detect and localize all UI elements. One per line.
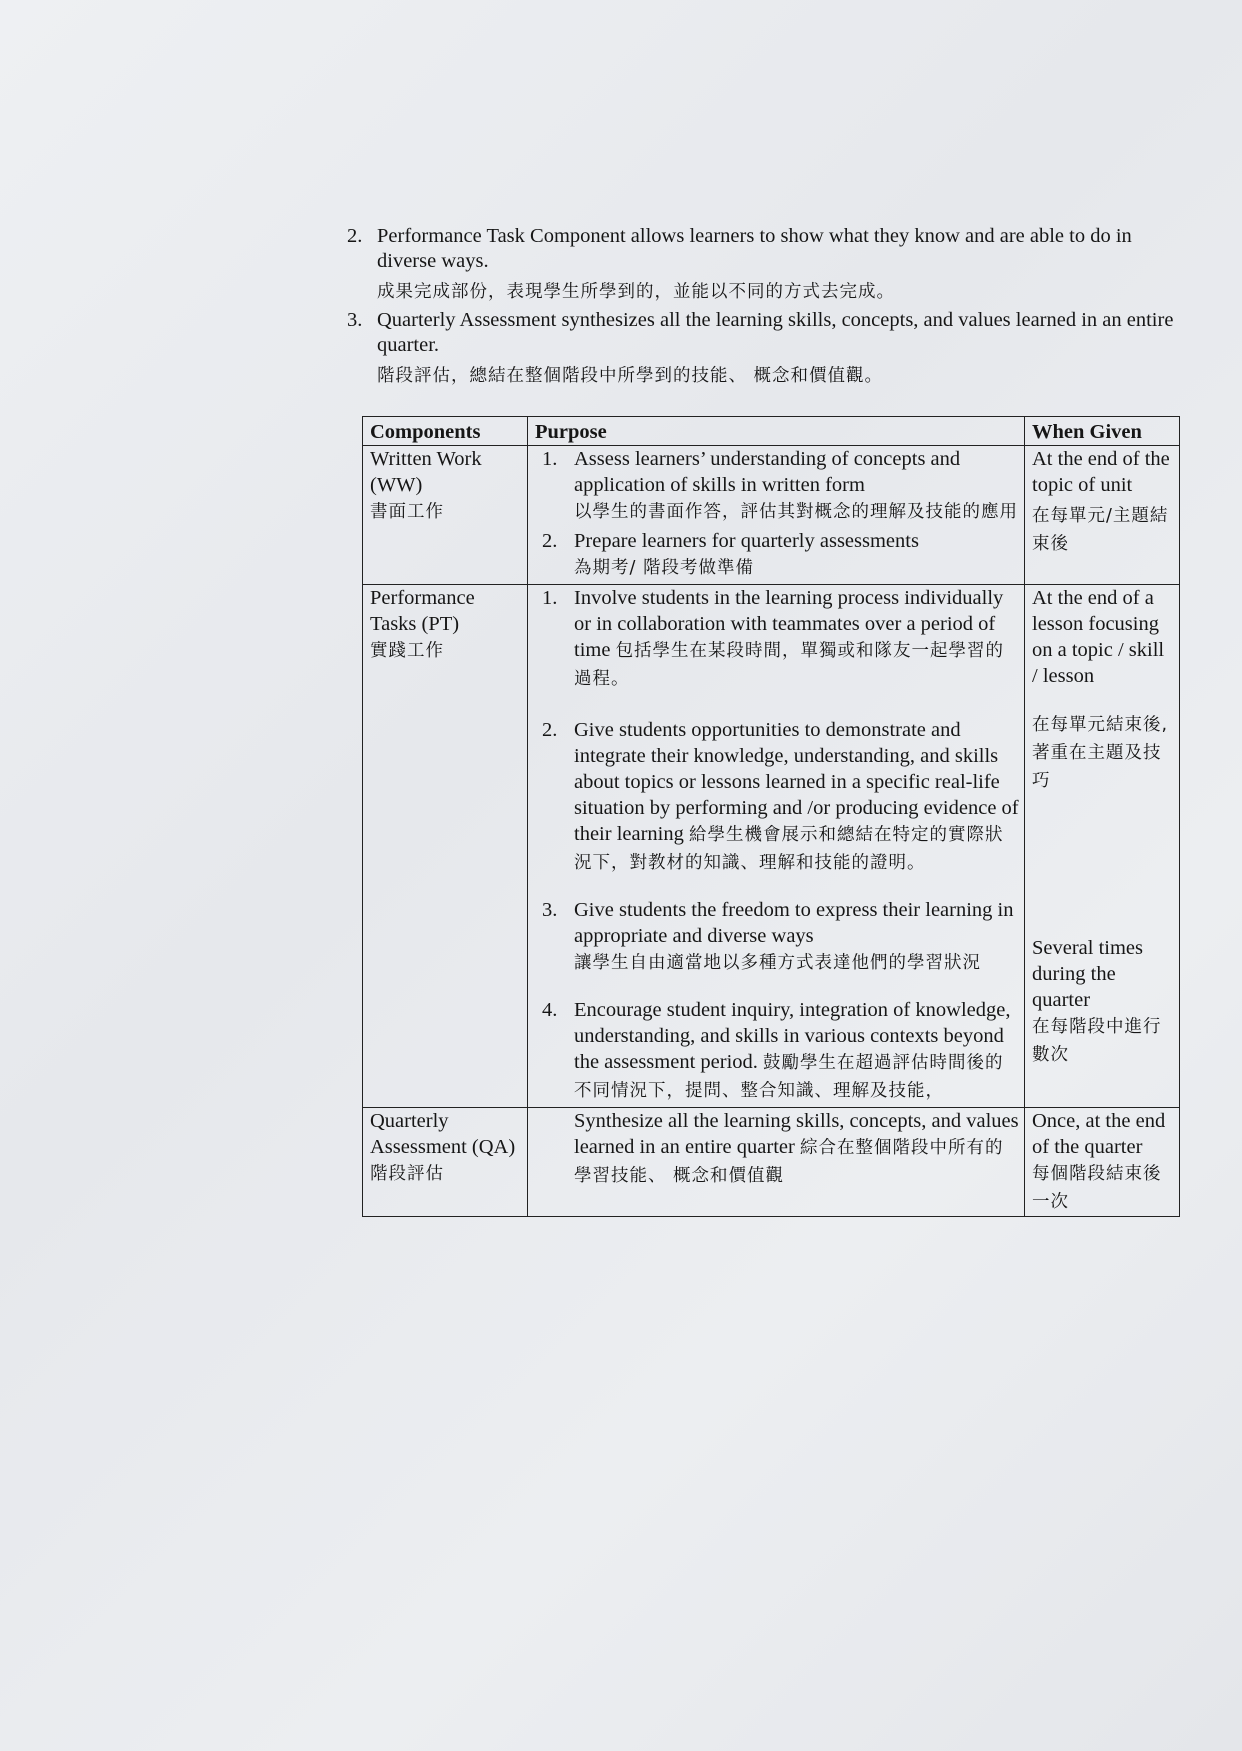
purpose-item <box>534 717 1020 897</box>
when-given-text: At the end of the topic of unit <box>1032 448 1170 496</box>
purpose-item <box>534 1108 1020 1190</box>
purpose-item <box>534 528 1020 584</box>
list-item <box>345 308 1185 390</box>
purpose-text-zh: 以學生的書面作答，評估其對概念的理解及技能的應用 <box>574 502 1018 522</box>
purpose-number: 3. <box>542 899 558 921</box>
when-given-cell <box>1025 446 1180 585</box>
purpose-item <box>534 585 1020 717</box>
list-item <box>345 224 1185 306</box>
purpose-cell <box>528 1108 1025 1217</box>
purpose-text: Synthesize all the learning skills, concepts, and values learned in an entire quarter <box>574 1110 1019 1158</box>
component-cell <box>363 1108 528 1217</box>
purpose-item <box>534 897 1020 997</box>
table-row <box>363 1108 1180 1217</box>
purpose-item <box>534 997 1020 1107</box>
when-given-text-zh: 在每單元/主題結束後 <box>1032 506 1169 554</box>
purpose-cell <box>528 446 1025 585</box>
purpose-text: Assess learners’ understanding of concepts and application of skills in written form <box>574 448 961 496</box>
list-item-translation: 成果完成部份，表現學生所學到的，並能以不同的方式去完成。 <box>377 282 895 302</box>
component-name: Written Work (WW) <box>370 448 482 496</box>
list-item-translation: 階段評估，總結在整個階段中所學到的技能、 概念和價值觀。 <box>377 366 884 386</box>
purpose-text-zh: 包括學生在某段時間，單獨或和隊友一起學習的過程。 <box>574 641 1005 689</box>
when-given-text-zh: 每個階段結束後一次 <box>1032 1164 1162 1212</box>
purpose-number: 2. <box>542 719 558 741</box>
when-given-text-zh: 在每階段中進行數次 <box>1032 1017 1162 1065</box>
table-row <box>363 585 1180 1108</box>
purpose-item <box>534 446 1020 528</box>
component-name: Quarterly Assessment (QA) <box>370 1110 516 1158</box>
list-number: 2. <box>347 225 363 247</box>
when-given-text: Once, at the end of the quarter <box>1032 1110 1166 1158</box>
purpose-text-zh: 給學生機會展示和總結在特定的實際狀況下，對教材的知識、理解和技能的證明。 <box>574 825 1004 873</box>
purpose-number: 1. <box>542 587 558 609</box>
purpose-text: Encourage student inquiry, integration of knowledge, understanding, and skills in various contexts beyond the assessment period. <box>574 999 1011 1073</box>
purpose-text: Prepare learners for quarterly assessments <box>574 530 919 552</box>
when-given-cell <box>1025 1108 1180 1217</box>
intro-list <box>345 224 1185 392</box>
purpose-text: Give students the freedom to express their learning in appropriate and diverse ways <box>574 899 1014 947</box>
component-cell <box>363 585 528 1108</box>
purpose-text-zh: 為期考/ 階段考做準備 <box>574 558 754 578</box>
purpose-list <box>534 585 1020 1107</box>
component-name: Performance Tasks (PT) <box>370 587 475 635</box>
purpose-list <box>534 446 1020 584</box>
component-name-zh: 書面工作 <box>370 502 444 522</box>
purpose-text-zh: 鼓勵學生在超過評估時間後的不同情況下，提問、整合知識、理解及技能， <box>574 1053 1004 1101</box>
header-when-given: When Given <box>1025 417 1180 446</box>
component-name-zh: 實踐工作 <box>370 641 444 661</box>
when-given-text: Several times during the quarter <box>1032 937 1144 1011</box>
when-given-text: At the end of a lesson focusing on a topic / skill / lesson <box>1032 587 1165 687</box>
list-item-text: Performance Task Component allows learners to show what they know and are able to do in diverse ways. <box>377 225 1132 272</box>
purpose-number: 2. <box>542 530 558 552</box>
purpose-cell <box>528 585 1025 1108</box>
purpose-text-zh: 綜合在整個階段中所有的學習技能、 概念和價值觀 <box>574 1138 1004 1186</box>
when-given-cell <box>1025 585 1180 1108</box>
purpose-number: 1. <box>542 448 558 470</box>
header-components: Components <box>363 417 528 446</box>
assessment-components-table <box>362 416 1180 1217</box>
table-row <box>363 446 1180 585</box>
purpose-text: Give students opportunities to demonstrate and integrate their knowledge, understanding, and skills about topics or lessons learned in a specific real-life situation by performing and /or producing evidence of their learning <box>574 719 1019 845</box>
when-given-text-zh: 在每單元結束後, 著重在主題及技巧 <box>1032 715 1169 791</box>
purpose-number: 4. <box>542 999 558 1021</box>
list-number: 3. <box>347 309 363 331</box>
header-purpose: Purpose <box>528 417 1025 446</box>
component-name-zh: 階段評估 <box>370 1164 444 1184</box>
component-cell <box>363 446 528 585</box>
list-item-text: Quarterly Assessment synthesizes all the learning skills, concepts, and values learned in an entire quarter. <box>377 309 1174 356</box>
table-header-row <box>363 417 1180 446</box>
purpose-text-zh: 讓學生自由適當地以多種方式表達他們的學習狀況 <box>574 953 981 973</box>
purpose-text: Involve students in the learning process individually or in collaboration with teammates over a period of time <box>574 587 1004 661</box>
